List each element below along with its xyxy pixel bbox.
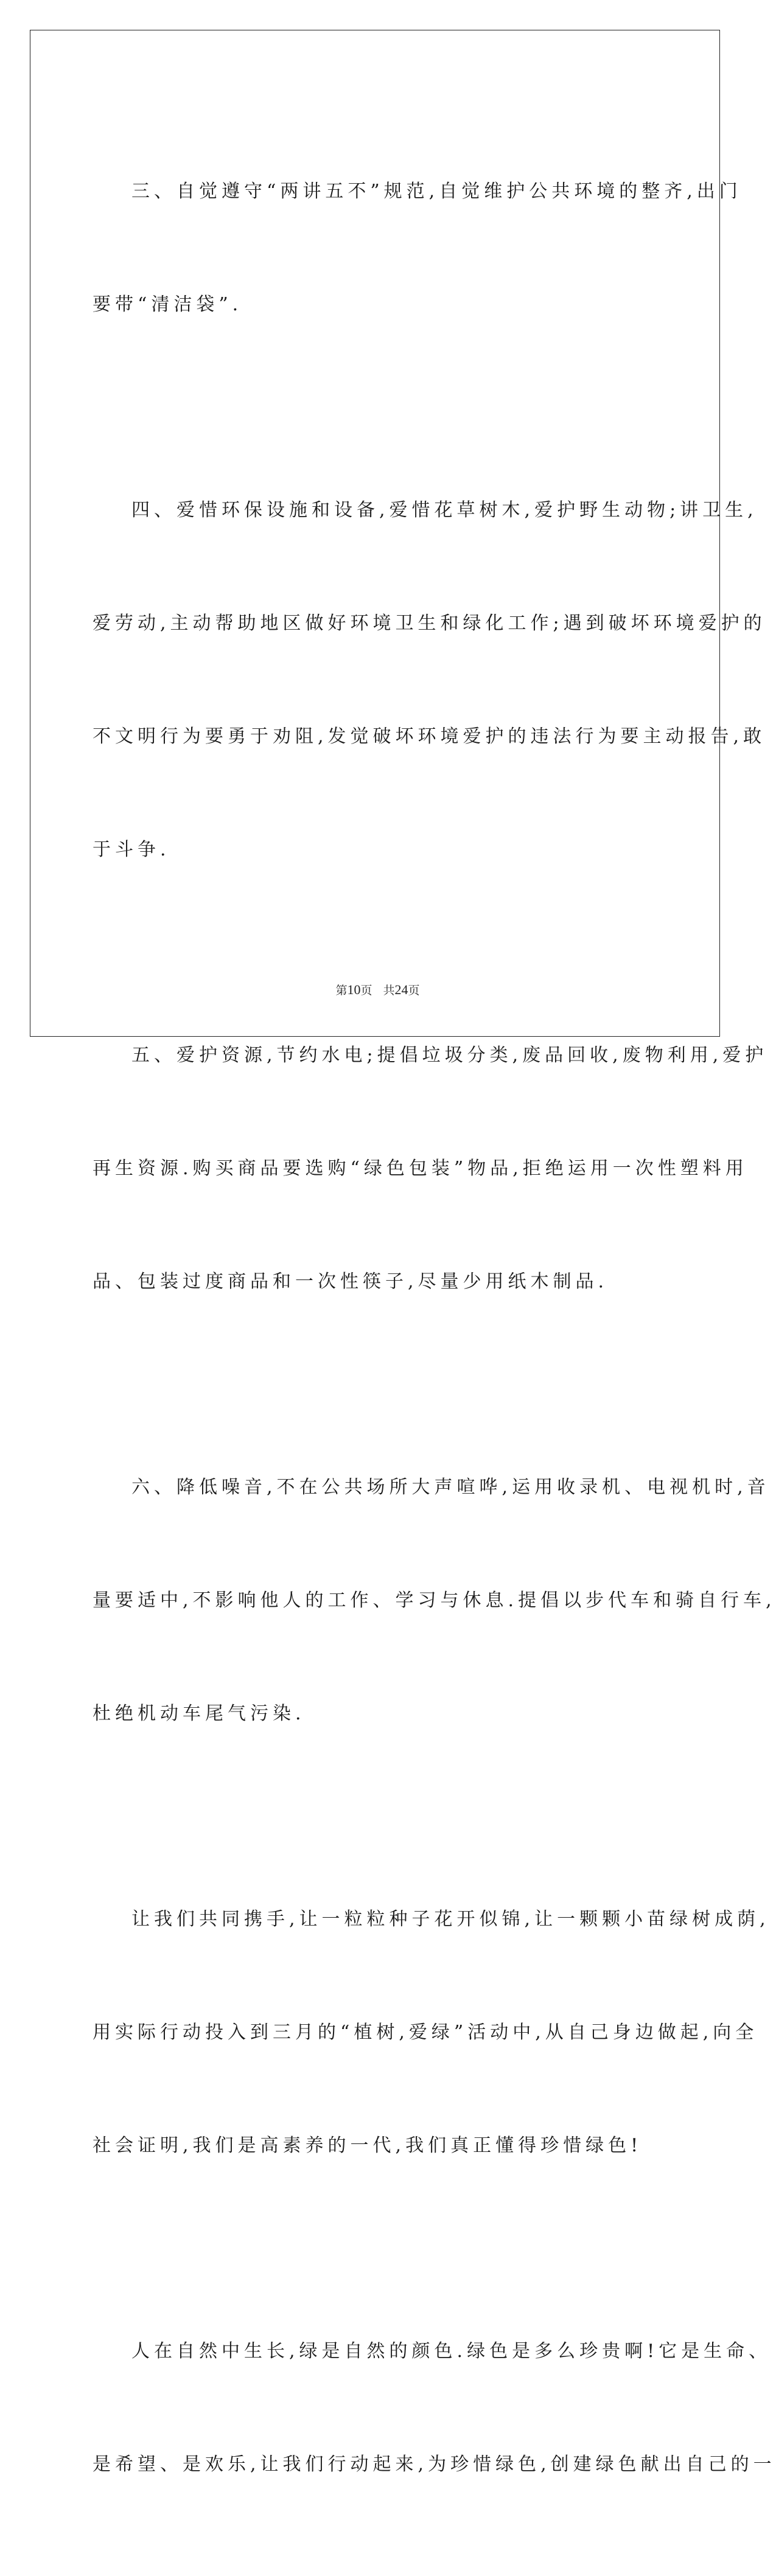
paragraph-3 xyxy=(93,97,742,399)
text-line: 要带“清洁袋”. xyxy=(93,294,243,315)
paragraph-6 xyxy=(93,1393,776,1808)
page-footer xyxy=(0,981,755,998)
document-body xyxy=(93,97,776,2576)
text-line: 再生资源.购买商品要选购“绿色包装”物品,拒绝运用一次性塑料用 xyxy=(93,1158,748,1179)
page-suffix: 页 xyxy=(360,984,372,997)
text-line: 品、包装过度商品和一次性筷子,尽量少用纸木制品. xyxy=(93,1271,609,1292)
page-prefix: 第 xyxy=(335,984,348,997)
total-prefix: 共 xyxy=(383,984,395,997)
paragraph-call-to-action xyxy=(93,1825,770,2240)
text-line: 量要适中,不影响他人的工作、学习与休息.提倡以步代车和骑自行车, xyxy=(93,1590,776,1611)
page-number: 10 xyxy=(347,982,361,997)
text-line: 人在自然中生长,绿是自然的颜色.绿色是多么珍贵啊!它是生命、 xyxy=(131,2341,772,2362)
text-line: 不文明行为要勇于劝阻,发觉破坏环境爱护的违法行为要主动报告,敢 xyxy=(93,726,766,747)
paragraph-5 xyxy=(93,961,768,1376)
text-line: 是希望、是欢乐,让我们行动起来,为珍惜绿色,创建绿色献出自己的一 xyxy=(93,2454,776,2475)
text-line: 爱劳动,主动帮助地区做好环境卫生和绿化工作;遇到破坏环境爱护的 xyxy=(93,613,766,634)
total-pages: 24 xyxy=(394,982,408,997)
text-line: 六、降低噪音,不在公共场所大声喧哗,运用收录机、电视机时,音 xyxy=(131,1477,770,1498)
paragraph-green-nature xyxy=(93,2257,776,2559)
text-line: 于斗争. xyxy=(93,839,170,860)
text-line: 社会证明,我们是高素养的一代,我们真正懂得珍惜绿色! xyxy=(93,2135,643,2156)
text-line: 四、爱惜环保设施和设备,爱惜花草树木,爱护野生动物;讲卫生, xyxy=(131,500,758,521)
text-line: 让我们共同携手,让一粒粒种子花开似锦,让一颗颗小苗绿树成荫, xyxy=(131,1909,770,1930)
text-line: 三、自觉遵守“两讲五不”规范,自觉维护公共环境的整齐,出门 xyxy=(131,181,742,202)
paragraph-4 xyxy=(93,416,766,944)
text-line: 五、爱护资源,节约水电;提倡垃圾分类,废品回收,废物利用,爱护 xyxy=(131,1045,768,1066)
text-line: 用实际行动投入到三月的“植树,爱绿”活动中,从自己身边做起,向全 xyxy=(93,2022,758,2043)
text-line: 杜绝机动车尾气污染. xyxy=(93,1703,306,1724)
total-suffix: 页 xyxy=(408,984,420,997)
